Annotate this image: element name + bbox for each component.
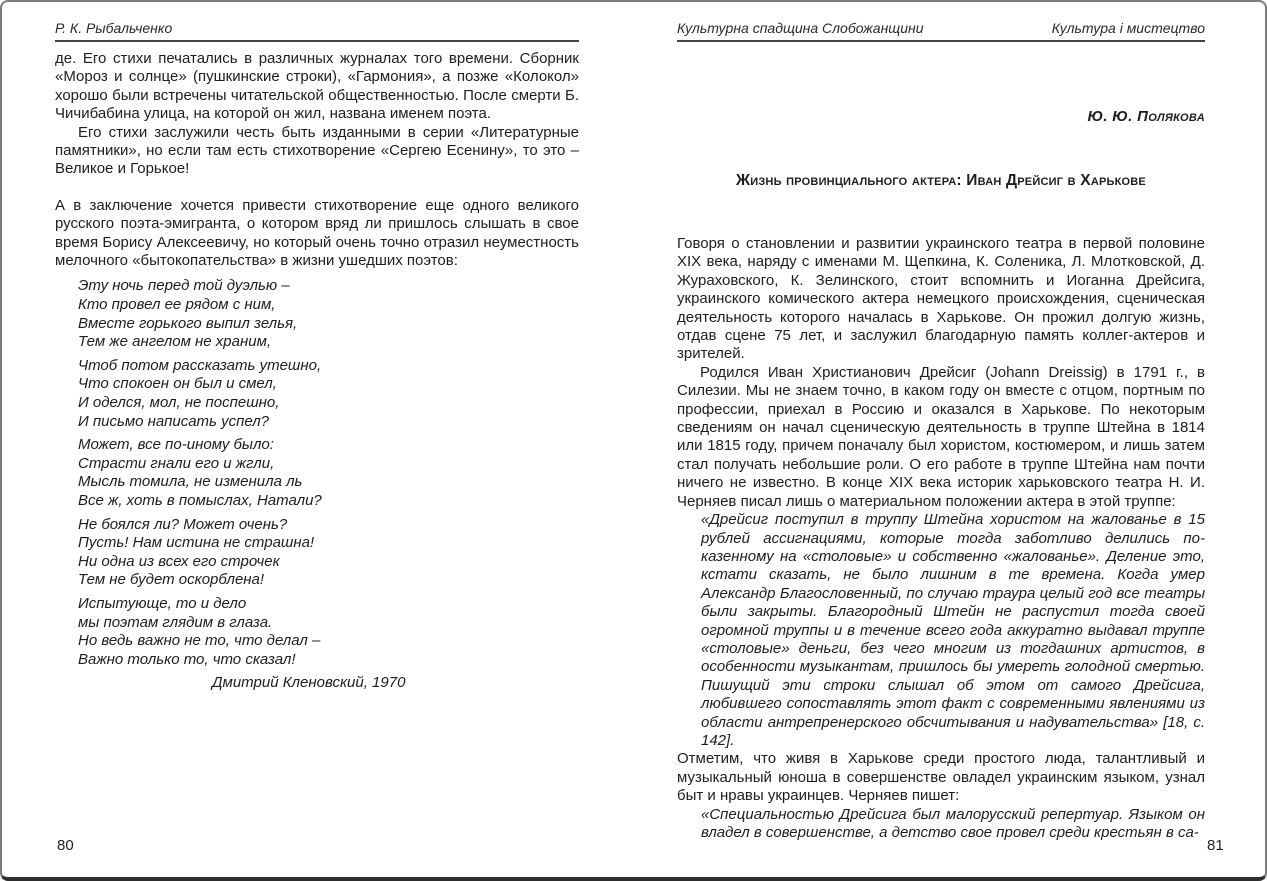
poem-line: Тем же ангелом не храним, — [78, 333, 272, 351]
poem-line: Ни одна из всех его строчек — [78, 552, 280, 570]
poem-line: Мысль томила, не изменила ль — [78, 473, 303, 491]
running-head-rubric: Культура і мистецтво — [1051, 20, 1205, 36]
block-quote: «Дрейсиг поступил в труппу Штейна хористом на жалованье в 15 рублей ассигнациями, которые тогда заботливо делились по-казенному на «столовые» и собственно «жалованье». Деление это, кстати сказать, не было лишним в те времена. Когда умер Александр Благословенный, по случаю траура целый год все театры были закрыты. Благородный Штейн не распустил тогда своей огромной труппы и в течение всего года аккуратно выдавал труппе «столовые» деньги, без чего многим из тогдашних артистов, в особенности музыкантам, пришлось бы умереть голодной смертью. Пишущий эти строки слышал об этом от самого Дрейсига, любившего сопоставлять этот факт с современными явлениями из области антрепренерского обсчитывания и надувательства» [18, с. 142]. — [701, 511, 1205, 749]
poem-line: Не боялся ли? Может очень? — [78, 515, 288, 533]
body-paragraph: Говоря о становлении и развитии украинского театра в первой половине XIX века, наряду с именами М. Щепкина, К. Соленика, Л. Млотковской, Д. Жураховского, К. Зелинского, стоит вспомнить и Иоганна Дрейсига, украинского комического актера немецкого происхождения, сценическая деятельность которого началась в Харькове. Он прожил долгую жизнь, отдав сцене 75 лет, и заслужил благодарную память коллег-актеров и зрителей. — [677, 235, 1205, 363]
poem-line: Важно только то, что сказал! — [78, 650, 296, 668]
poem-stanza — [78, 277, 579, 351]
poem-signature: Дмитрий Кленовский, 1970 — [212, 674, 406, 692]
poem-line: мы поэтам глядим в глаза. — [78, 613, 273, 631]
page-right — [677, 2, 1205, 842]
poem-line: Эту ночь перед той дуэлью – — [78, 277, 290, 295]
body-paragraph: Отметим, что живя в Харькове среди простого люда, талантливый и музыкальный юноша в совершенстве овладел украинским языком, узнал быт и нравы украинцев. Черняев пишет: — [677, 750, 1205, 805]
running-head-left-page — [55, 2, 579, 42]
body-paragraph: Его стихи заслужили честь быть изданными в серии «Литературные памятники», но если там есть стихотворение «Сергею Есенину», то это – Великое и Горькое! — [55, 123, 579, 178]
poem-stanza — [78, 516, 579, 590]
poem-line: Испытующе, то и дело — [78, 594, 247, 612]
poem-line: И оделся, мол, не поспешно, — [78, 394, 280, 412]
poem-stanza — [78, 595, 579, 669]
poem — [55, 277, 579, 669]
body-paragraph: А в заключение хочется привести стихотворение еще одного великого русского поэта-эмигранта, о котором вряд ли пришлось слышать в свое время Борису Алексеевичу, но который очень точно отразил неуместность мелочного «бытокопательства» в жизни ушедших поэтов: — [55, 196, 579, 270]
running-head-right-page — [677, 2, 1205, 42]
poem-line: Может, все по-иному было: — [78, 436, 274, 454]
poem-line: Вместе горького выпил зелья, — [78, 314, 298, 332]
article-title: Жизнь провинциального актера: Иван Дрейсиг в Харькове — [736, 172, 1146, 189]
article-author: Ю. Ю. Полякова — [1087, 108, 1205, 125]
page-left — [55, 2, 579, 691]
poem-line: Пусть! Нам истина не страшна! — [78, 534, 315, 552]
poem-stanza — [78, 357, 579, 431]
poem-stanza — [78, 436, 579, 510]
body-paragraph: Родился Иван Христианович Дрейсиг (Johann Dreissig) в 1791 г., в Силезии. Мы не знаем точно, в каком году он вместе с отцом, портным по профессии, приехал в Россию и оказался в Харькове. По некоторым сведениям он начал сценическую деятельность в труппе Штейна в 1814 или 1815 году, причем поначалу был хористом, костюмером, и лишь затем стал получать небольшие роли. О его работе в труппе Штейна нам почти ничего не известно. В конце XIX века историк харьковского театра Н. И. Черняев писал лишь о материальном положении актера в этой труппе: — [677, 363, 1205, 510]
running-head-section: Культурна спадщина Слобожанщини — [677, 20, 924, 36]
block-quote: «Специальностью Дрейсига был малорусский репертуар. Языком он владел в совершенстве, а детство свое провел среди крестьян в са- — [701, 805, 1205, 841]
poem-line: Страсти гнали его и жгли, — [78, 454, 275, 472]
poem-line: Что спокоен он был и смел, — [78, 375, 277, 393]
poem-line: Тем не будет оскорблена! — [78, 571, 265, 589]
poem-line: Но ведь важно не то, что делал – — [78, 632, 321, 650]
running-head-author: Р. К. Рыбальченко — [55, 20, 173, 36]
page-number-left: 80 — [57, 837, 74, 854]
poem-line: Чтоб потом рассказать утешно, — [78, 356, 322, 374]
body-paragraph: де. Его стихи печатались в различных журналах того времени. Сборник «Мороз и солнце» (пушкинские строки), «Гармония», а позже «Колокол» хорошо были встречены читательской общественностью. После смерти Б. Чичибабина улица, на которой он жил, названа именем поэта. — [55, 50, 579, 123]
poem-line: Все ж, хоть в помыслах, Натали? — [78, 492, 322, 509]
poem-line: И письмо написать успел? — [78, 412, 269, 430]
page-number-right: 81 — [1207, 837, 1224, 854]
poem-line: Кто провел ее рядом с ним, — [78, 296, 276, 314]
